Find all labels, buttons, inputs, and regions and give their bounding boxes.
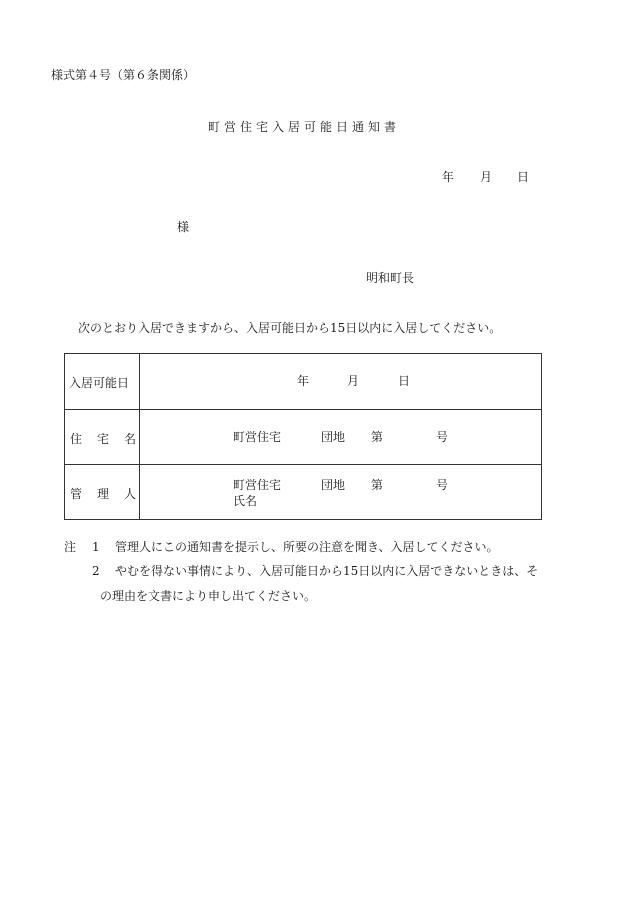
label-moving-date: 入居可能日 xyxy=(69,376,130,390)
address-danchi: 団地 xyxy=(321,430,346,444)
manager-prefix: 町営住宅 xyxy=(233,478,282,492)
date-month-label: 月 xyxy=(480,170,493,184)
info-table xyxy=(64,353,542,520)
label-cell-manager xyxy=(65,465,140,520)
manager-go: 号 xyxy=(436,478,449,492)
address-prefix: 町営住宅 xyxy=(233,430,282,444)
address-go: 号 xyxy=(436,430,449,444)
form-number: 様式第４号（第６条関係） xyxy=(51,68,196,82)
document-title: 町営住宅入居可能日通知書 xyxy=(208,120,401,134)
note-2-number: 2 xyxy=(92,564,100,578)
label-cell-moving-date xyxy=(65,354,140,409)
label-manager-char-1: 管 xyxy=(70,487,83,501)
moving-year-label: 年 xyxy=(297,374,310,388)
date-day-label: 日 xyxy=(517,170,530,184)
address-dai: 第 xyxy=(371,430,384,444)
note-2-continuation: の理由を文書により申し出てください。 xyxy=(100,589,317,603)
moving-day-label: 日 xyxy=(398,374,411,388)
notes-heading: 注 xyxy=(64,540,77,554)
table-row-manager xyxy=(65,465,541,520)
table-row-address xyxy=(65,410,541,465)
intro-text: 次のとおり入居できますから、入居可能日から15日以内に入居してください。 xyxy=(78,321,502,335)
label-address-char-1: 住 xyxy=(70,432,83,446)
manager-dai: 第 xyxy=(371,478,384,492)
table-row-moving-date xyxy=(65,354,541,410)
manager-name-label: 氏名 xyxy=(233,494,258,508)
label-address-char-3: 名 xyxy=(124,432,137,446)
note-2-text: やむを得ない事情により、入居可能日から15日以内に入居できないときは、そ xyxy=(115,564,539,578)
note-1-text: 管理人にこの通知書を提示し、所要の注意を聞き、入居してください。 xyxy=(115,540,499,554)
moving-month-label: 月 xyxy=(347,374,360,388)
note-1-number: 1 xyxy=(92,540,100,554)
label-manager-char-2: 理 xyxy=(97,487,110,501)
addressee-honorific: 様 xyxy=(177,220,190,234)
label-address-char-2: 宅 xyxy=(97,432,110,446)
manager-danchi: 団地 xyxy=(321,478,346,492)
date-year-label: 年 xyxy=(442,170,455,184)
label-manager-char-3: 人 xyxy=(124,487,137,501)
label-cell-address xyxy=(65,410,140,464)
issuer-name: 明和町長 xyxy=(366,271,415,285)
